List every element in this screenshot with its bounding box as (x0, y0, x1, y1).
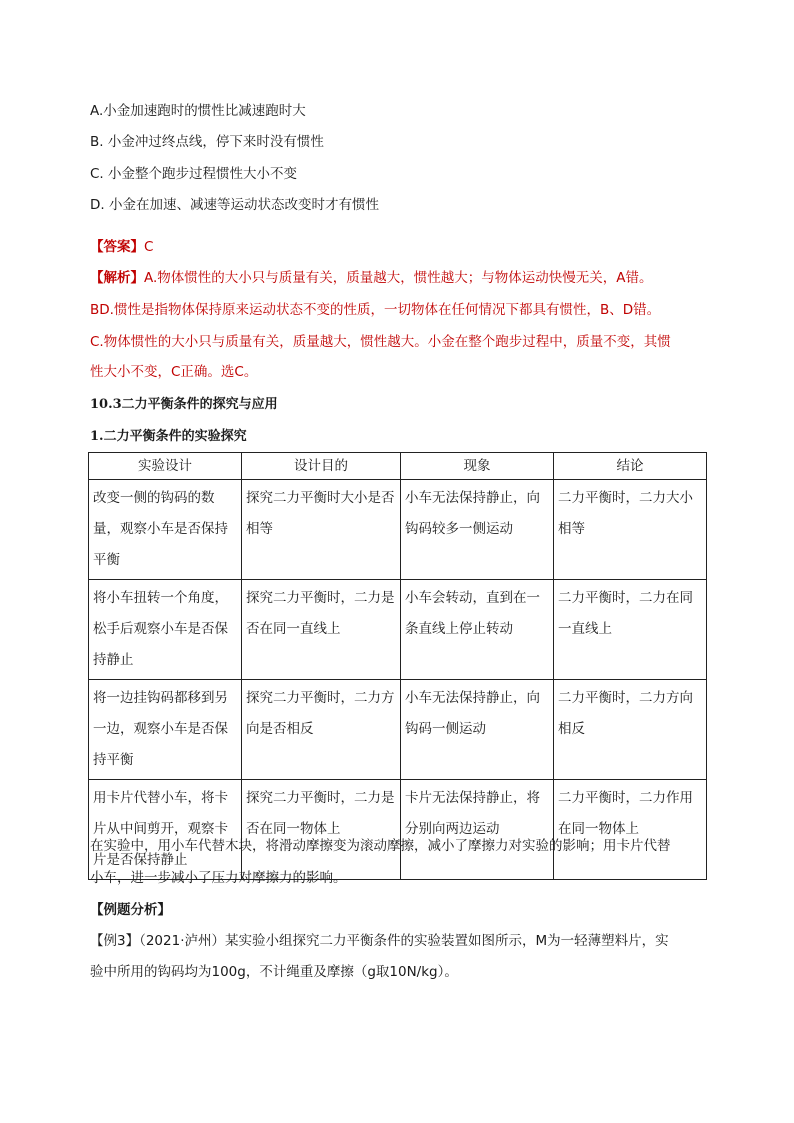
header-design: 实验设计 (89, 453, 242, 480)
note-line-1: 在实验中，用小车代替木块，将滑动摩擦变为滚动摩擦，减小了摩擦力对实验的影响；用卡片代替 (90, 838, 671, 854)
table-row (89, 480, 707, 580)
table-cell: 用卡片代替小车，将卡片从中间剪开，观察卡片是否保持静止 (89, 780, 242, 880)
table-row (89, 780, 707, 880)
analysis-label: 【解析】 (90, 270, 144, 286)
analysis-line-1 (90, 268, 653, 288)
table-cell: 将一边挂钩码都移到另一边，观察小车是否保持平衡 (89, 680, 242, 780)
table-row (89, 680, 707, 780)
table-cell: 将小车扭转一个角度，松手后观察小车是否保持静止 (89, 580, 242, 680)
header-conclusion: 结论 (554, 453, 707, 480)
header-purpose: 设计目的 (242, 453, 401, 480)
table-cell: 改变一侧的钩码的数量，观察小车是否保持平衡 (89, 480, 242, 580)
option-a: A.小金加速跑时的惯性比减速跑时大 (90, 103, 306, 119)
option-c: C. 小金整个跑步过程惯性大小不变 (90, 166, 298, 182)
table-cell: 小车会转动，直到在一条直线上停止转动 (401, 580, 554, 680)
option-b: B. 小金冲过终点线，停下来时没有惯性 (90, 134, 324, 150)
section-title: 10.3二力平衡条件的探究与应用 (90, 397, 278, 412)
table-cell: 二力平衡时，二力作用在同一物体上 (554, 780, 707, 880)
answer-value: C (144, 239, 154, 255)
answer-line (90, 237, 153, 257)
answer-label: 【答案】 (90, 239, 144, 255)
table-row (89, 580, 707, 680)
analysis-line-4: 性大小不变，C正确。选C。 (90, 364, 258, 380)
table-cell: 探究二力平衡时大小是否相等 (242, 480, 401, 580)
example-heading: 【例题分析】 (90, 902, 171, 918)
example-line-1: 【例3】（2021·泸州）某实验小组探究二力平衡条件的实验装置如图所示，M为一轻薄塑料片，实 (90, 933, 669, 949)
experiment-table (88, 452, 707, 880)
analysis-line-2: BD.惯性是指物体保持原来运动状态不变的性质，一切物体在任何情况下都具有惯性，B、D错。 (90, 302, 661, 318)
option-d: D. 小金在加速、减速等运动状态改变时才有惯性 (90, 197, 379, 213)
example-line-2: 验中所用的钩码均为100g，不计绳重及摩擦（g取10N/kg）。 (90, 964, 458, 980)
table-header-row (89, 453, 707, 480)
table-cell: 二力平衡时，二力在同一直线上 (554, 580, 707, 680)
table-cell: 探究二力平衡时，二力方向是否相反 (242, 680, 401, 780)
header-phenomenon: 现象 (401, 453, 554, 480)
table-cell: 二力平衡时，二力大小相等 (554, 480, 707, 580)
note-line-2: 小车，进一步减小了压力对摩擦力的影响。 (90, 870, 347, 886)
subsection-title: 1.二力平衡条件的实验探究 (90, 429, 247, 444)
table-cell: 小车无法保持静止，向钩码较多一侧运动 (401, 480, 554, 580)
analysis-text-1: A.物体惯性的大小只与质量有关，质量越大，惯性越大；与物体运动快慢无关，A错。 (144, 270, 653, 286)
table-cell: 二力平衡时，二力方向相反 (554, 680, 707, 780)
table-cell: 探究二力平衡时，二力是否在同一物体上 (242, 780, 401, 880)
table-cell: 探究二力平衡时，二力是否在同一直线上 (242, 580, 401, 680)
analysis-line-3: C.物体惯性的大小只与质量有关，质量越大，惯性越大。小金在整个跑步过程中，质量不变，其惯 (90, 334, 671, 350)
table-cell: 卡片无法保持静止，将分别向两边运动 (401, 780, 554, 880)
table-cell: 小车无法保持静止，向钩码一侧运动 (401, 680, 554, 780)
